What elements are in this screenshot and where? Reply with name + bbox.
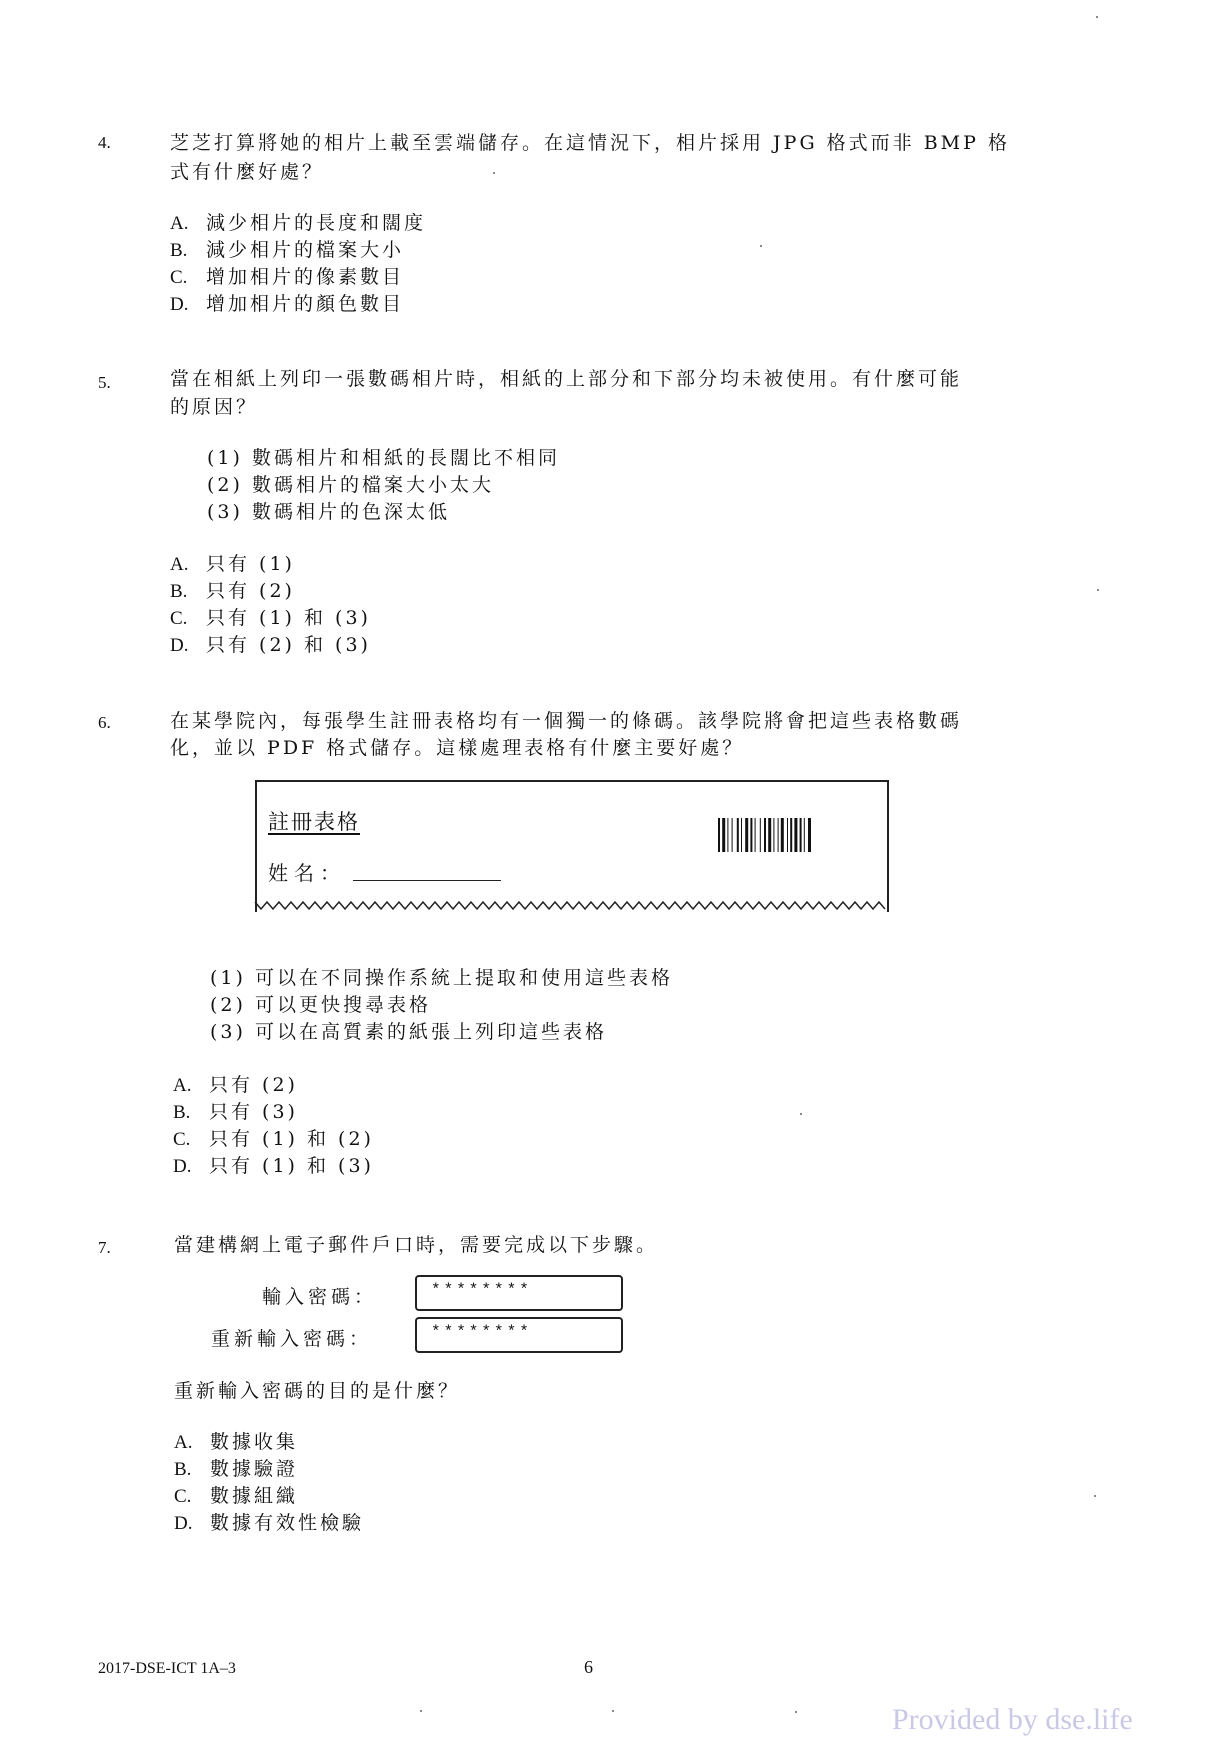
scan-speck xyxy=(612,1710,614,1712)
page-number: 6 xyxy=(584,1657,593,1677)
statement: (3) 可以在高質素的紙張上列印這些表格 xyxy=(210,1021,607,1043)
question-text-line: 當在相紙上列印一張數碼相片時，相紙的上部分和下部分均未被使用。有什麼可能 xyxy=(170,368,963,390)
name-blank-line xyxy=(353,880,501,881)
form-name-label: 姓名： xyxy=(268,861,346,885)
scan-speck xyxy=(493,172,495,174)
option-d[interactable]: D. 增加相片的顏色數目 xyxy=(170,293,405,315)
option-d[interactable]: D. 只有 (2) 和 (3) xyxy=(170,634,371,656)
scan-speck xyxy=(800,1113,802,1115)
scan-speck xyxy=(420,1710,422,1712)
option-b[interactable]: B. 減少相片的檔案大小 xyxy=(170,239,405,261)
paper-code: 2017-DSE-ICT 1A–3 xyxy=(98,1660,236,1677)
watermark: Provided by dse.life xyxy=(892,1703,1133,1736)
scan-speck xyxy=(1094,1495,1096,1497)
option-b[interactable]: B. 數據驗證 xyxy=(174,1458,299,1480)
option-a[interactable]: A. 數據收集 xyxy=(174,1431,299,1453)
statement: (2) 可以更快搜尋表格 xyxy=(210,994,431,1016)
question-prompt: 重新輸入密碼的目的是什麼？ xyxy=(174,1380,461,1402)
question-number: 4. xyxy=(98,133,111,152)
form-title: 註冊表格 xyxy=(268,810,360,834)
option-b[interactable]: B. 只有 (2) xyxy=(170,580,295,602)
question-text-line: 式有什麼好處？ xyxy=(170,161,325,183)
option-a[interactable]: A. 只有 (1) xyxy=(170,553,295,575)
torn-edge xyxy=(253,900,889,916)
question-text-line: 化，並以 PDF 格式儲存。這樣處理表格有什麼主要好處？ xyxy=(170,737,745,759)
option-a[interactable]: A. 只有 (2) xyxy=(173,1074,298,1096)
question-text-line: 當建構網上電子郵件戶口時，需要完成以下步驟。 xyxy=(174,1234,659,1256)
question-number: 5. xyxy=(98,373,111,392)
question-number: 7. xyxy=(98,1238,111,1257)
confirm-password-label: 重新輸入密碼： xyxy=(211,1328,373,1350)
question-text-line: 在某學院內，每張學生註冊表格均有一個獨一的條碼。該學院將會把這些表格數碼 xyxy=(170,710,963,732)
question-text-line: 芝芝打算將她的相片上載至雲端儲存。在這情況下，相片採用 JPG 格式而非 BMP 格 xyxy=(170,132,1010,154)
option-d[interactable]: D. 只有 (1) 和 (3) xyxy=(173,1155,374,1177)
option-c[interactable]: C. 只有 (1) 和 (2) xyxy=(173,1128,374,1150)
confirm-password-input[interactable]: ******** xyxy=(415,1317,623,1353)
scan-speck xyxy=(795,1711,797,1713)
option-b[interactable]: B. 只有 (3) xyxy=(173,1101,298,1123)
statement: (1) 可以在不同操作系統上提取和使用這些表格 xyxy=(210,967,673,989)
scan-speck xyxy=(1096,16,1098,18)
scan-speck xyxy=(1097,589,1099,591)
statement: (2) 數碼相片的檔案大小太大 xyxy=(207,474,494,496)
barcode-icon xyxy=(718,818,854,852)
statement: (1) 數碼相片和相紙的長闊比不相同 xyxy=(207,447,560,469)
question-number: 6. xyxy=(98,713,111,732)
question-text-line: 的原因？ xyxy=(170,396,259,418)
password-input[interactable]: ******** xyxy=(415,1275,623,1311)
password-label: 輸入密碼： xyxy=(262,1286,378,1308)
scan-speck xyxy=(760,245,762,247)
option-c[interactable]: C. 只有 (1) 和 (3) xyxy=(170,607,371,629)
option-a[interactable]: A. 減少相片的長度和闊度 xyxy=(170,212,427,234)
option-c[interactable]: C. 增加相片的像素數目 xyxy=(170,266,405,288)
statement: (3) 數碼相片的色深太低 xyxy=(207,501,450,523)
option-c[interactable]: C. 數據組織 xyxy=(174,1485,299,1507)
option-d[interactable]: D. 數據有效性檢驗 xyxy=(174,1512,365,1534)
